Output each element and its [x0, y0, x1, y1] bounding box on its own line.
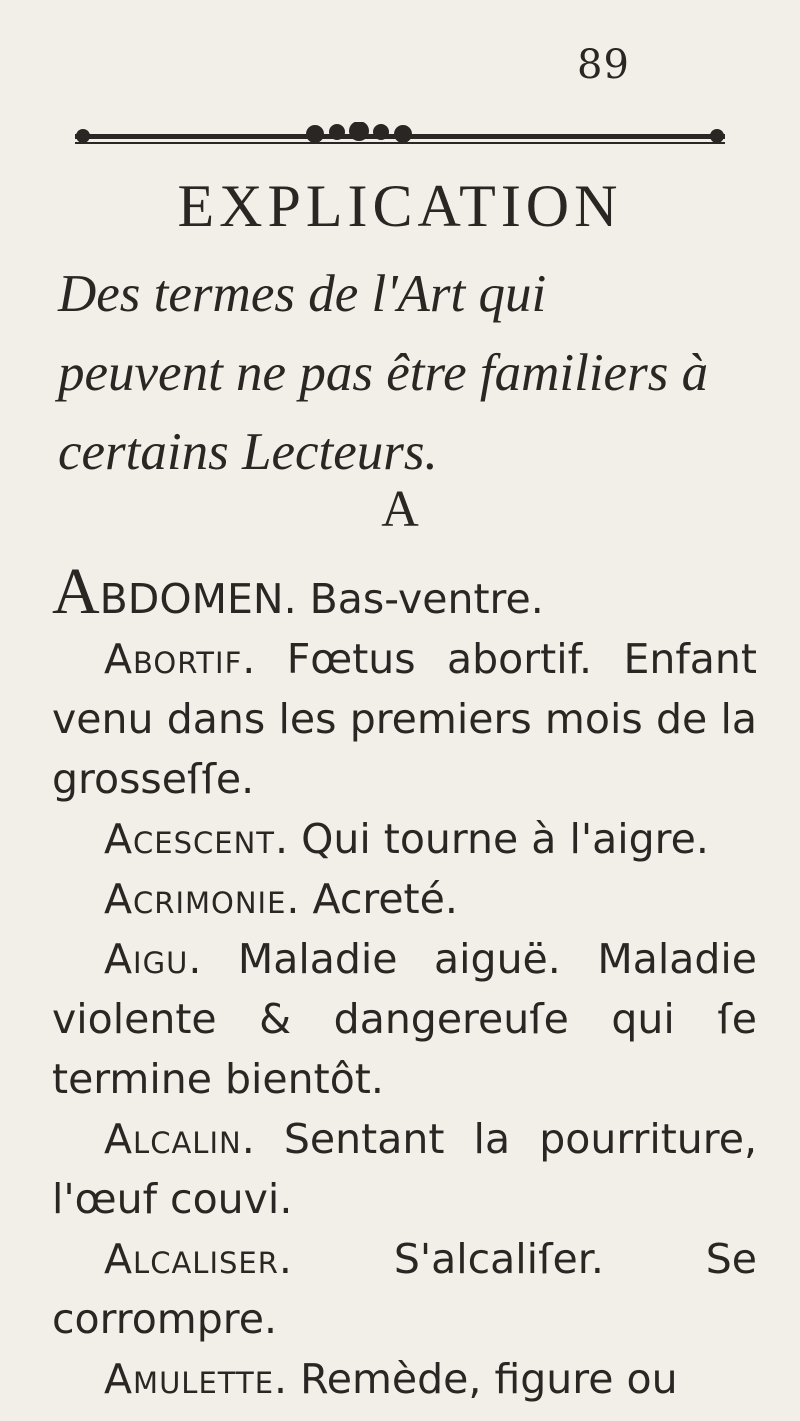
glossary-entry — [52, 929, 757, 1109]
entry-separator: . — [283, 575, 310, 623]
entry-definition: Maladie aiguë. Maladie violente & dangereuſe qui ſe termine bientôt. — [52, 935, 757, 1103]
section-heading: EXPLICATION — [177, 173, 623, 239]
section-letter: A — [381, 481, 419, 538]
heading-subtitle: Des termes de l'Art qui peuvent ne pas être familiers à certains Lecteurs. — [58, 265, 709, 481]
entry-definition: S'alcaliſer. Se corrompre. — [52, 1235, 757, 1343]
entry-separator: . — [241, 1115, 284, 1163]
entry-term: Acescent — [104, 815, 276, 863]
entry-definition: Bas-ventre. — [309, 575, 544, 623]
entry-definition: Fœtus abortif. Enfant venu dans les premiers mois de la grosseſſe. — [52, 635, 757, 803]
glossary-entry — [52, 809, 757, 869]
glossary-entries — [52, 555, 757, 1409]
entry-separator: . — [275, 815, 302, 863]
entry-term: Alcaliser — [104, 1235, 279, 1283]
entry-definition: Qui tourne à l'aigre. — [301, 815, 709, 863]
decorative-rule-ornament — [75, 122, 725, 154]
entry-term: Aigu — [104, 935, 189, 983]
glossary-entry — [52, 629, 757, 809]
entry-term: Abortif — [104, 635, 243, 683]
entry-definition: Remède, figure ou — [300, 1355, 678, 1403]
entry-definition: Sentant la pourriture, l'œuf couvi. — [52, 1115, 757, 1223]
glossary-entry — [52, 1109, 757, 1229]
drop-initial: A — [52, 555, 100, 628]
entry-separator: . — [274, 1355, 301, 1403]
entry-term: Amulette — [104, 1355, 275, 1403]
entry-separator: . — [278, 1235, 394, 1283]
glossary-entry — [52, 1349, 757, 1409]
entry-term: Acrimonie — [104, 875, 287, 923]
glossary-entry — [52, 555, 757, 629]
entry-separator: . — [188, 935, 238, 983]
entry-separator: . — [286, 875, 313, 923]
page-number: 89 — [577, 42, 630, 88]
glossary-entry — [52, 1229, 757, 1349]
entry-term: BDOMEN — [99, 575, 284, 623]
entry-term: Alcalin — [104, 1115, 242, 1163]
entry-separator: . — [242, 635, 287, 683]
glossary-entry — [52, 869, 757, 929]
entry-definition: Acreté. — [312, 875, 458, 923]
